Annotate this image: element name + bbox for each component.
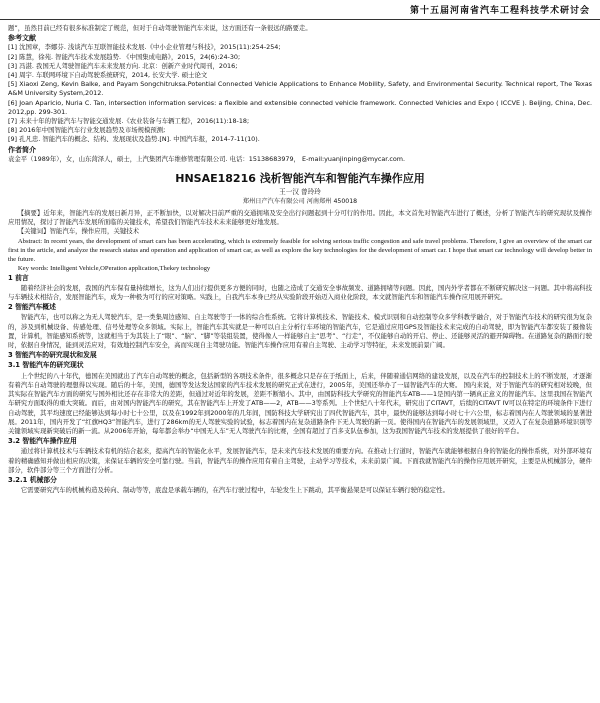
section-paragraph: 上个世纪的八十年代，德国在美国就出了汽车自动驾驶的概念，包括新型的各项技术条件，很多概念只是存在于纸面上，后来，伴随着通信网络的建设发展，以及在汽车的控制技术上的不断发展，才逐渐有着汽车自动驾驶的理想得以实现。随后的十年，美国，德国等发达发达国家的汽车技术发展的研究正式在进行，2005年，美国还举办了一届智能汽车的大赛。 国内来说，对于智能汽车的研究相对较晚，但其实际在智能汽车方面的研究与国外相比还存在非常大的差距，但通过对近年的发展，差距不断缩小。其中，由国防科技大学研究的智能汽车ATB——1是国内第一辆真正意义的智能汽车。这里我国在智能汽车研究方面取得的重大突破。而后，由对国内智能汽车的研究，其在智能汽车上开发了ATB——2，ATB——3等系列。上个世纪八十年代末，研究出了CITAVT，后续的CITAVT IV可以在特定的环境条件下进行自动驾驶，其平均速度已经能够达到每小时七十公里，以及在1992年到2000年的几年间，国防科技大学研究出了四代智能汽车，其中，最快的能够达到每小时七十六公里，标志着国内在人驾驶领域的显著进展。2011年，国内开发了“红旗HQ3”智能汽车，进行了286km的无人驾驶实验的试验，标志着国内在复杂道路条件下无人驾驶的新一页。使得国内在智能汽车的发展领域里，又迈入了在复杂道路环境识别等关键领域实现新突破后的新一流。从2006年开始，每年都会举办“中国无人车”无人驾驶汽车的比赛，全国有超过了百多支队伍参加，这为我国智能汽车技术的发展提供了很好的平台。	[8, 371, 592, 435]
reference-item: [9] 孔凡忠. 智能汽车的概念、结构、发展现状及趋势.[N]. 中国汽车报，2014-7-11(10).	[8, 135, 260, 144]
article-authors: 王一汉 曾玲玲	[279, 188, 321, 197]
page-content	[8, 24, 592, 495]
journal-title: 第十五届河南省汽车工程科技学术研讨会	[409, 6, 590, 16]
prev-article-closing: 题”，虽然目前已经有很多标准制定了规范，但对于自动驾驶智能汽车来说，这方面还有一条很远的路要走。	[8, 24, 312, 32]
reference-item: [3] 冯湛. 我国无人驾驶智能汽车未来发展方向. 北京：创新产业时代周刊，2016;	[8, 61, 238, 70]
section-heading: 3 智能汽车的研究现状和发展	[8, 351, 97, 360]
section-heading: 2 智能汽车概述	[8, 303, 56, 312]
journal-header	[0, 0, 600, 20]
keywords-cn: 【关键词】智能汽车，操作应用，关键技术	[17, 227, 140, 236]
reference-item: [8] 2016年中国智能汽车行业发展趋势及市场规模预测;	[8, 126, 166, 135]
article-title: HNSAE18216 浅析智能汽车和智能汽车操作应用	[175, 172, 425, 186]
section-paragraph: 通过将计算机技术与车辆技术有机的结合起来，提高汽车的智能化水平，发展智能汽车，是未来汽车技术发展的重要方向。在推动上行道时，智能汽车就能够根据自身的智能化的操作系统，对外部环境有着的精确感知并做出相应的决策，来保证车辆的安全可靠行驶。当前，智能汽车的操作应用有着自主驾驶，主动学习等技术，未来前景广阔。下面我就智能汽车的操作应用展开研究，主要是从机械部分，硬件部分，软件部分等三个方面进行分析。	[8, 447, 592, 474]
references-heading: 参考文献	[8, 34, 36, 43]
section-paragraph: 随着经济社会的发展，我国的汽车保有量持续增长，这为人们出行提供更多方便的同时，也随之造成了交通安全事故频发、道路拥堵等问题。因此，国内外学者都在不断研究解决这一问题。其中将高科技与车辆技术相结合，发展智能汽车，成为一种极为可行的应对策略。实践上，自我汽车本身已经从实验阶段开始迈入商业化阶段，本文就智能汽车和智能汽车操作应用展开研究。	[8, 283, 592, 302]
keywords-en: Key words: Intelligent Vehicle,OPeration application,Thekey technology	[17, 264, 211, 272]
section-heading: 1 前言	[8, 273, 29, 282]
reference-item: [2] 陈慧，徐苑. 智能汽车技术发展趋势. 《中国集成电路》，2015，24(6):24-30;	[8, 52, 241, 61]
reference-item: [7] 未来十年的智能汽车与智能交通发展.《农业装备与车辆工程》，2016(11):18-18;	[8, 117, 250, 126]
abstract-en: Abstract: In recent years, the development of smart cars has been accelerating, which is extremely feasible for solving serious traffic congestion and safe travel problems. Therefore, I give an overview of the smart car first in the article, and analyze the research status and operation and application of smart car, as well as explore the key technologies for the development of smart car. I hope that smart car technology will develop better in the future.	[8, 237, 592, 263]
reference-item: [4] 周宇. 车联网环境下自动驾驶系统研究，2014, 长安大学. 硕士论文	[8, 71, 208, 80]
reference-item: [1] 沈国章，李娜芬. 浅谈汽车互联智能技术发展.《中小企业管理与科技》，2015(11):254-254;	[8, 43, 281, 52]
abstract-cn: 【摘要】近年来，智能汽车的发展日新月异，正不断加快，以对解决目前严重的交通拥堵及安全出行问题起到十分可行的作用。因此，本文首先对智能汽车进行了概述，分析了智能汽车的研究现状及操作应用情况，探讨了智能汽车发展所面临的关键技术，希望我们智能汽车技术未来能够更好地发展。	[8, 209, 592, 227]
section-paragraph: 智能汽车，也可以称之为无人驾驶汽车，是一类集周边感知、自主驾驶等于一体的综合性系统。它将计算机技术、智能技术、模式识别和自动控制等众多学科教学融合，对于智能汽车技术的研究很为复杂的，涉及到机械设备、传感处理、信号处理等众多领域。实际上，智能汽车其实就是一种可以自主分析行车环境的智能汽车，它是通过应用GPS及智能技术来完成的自动驾驶，即为智能汽车都安装了摄像装置，计算机，智能感知系统等，这就相当于为其装上了“眼”、“脑”、“脚”等装组装置，使得像人一样能够自主“思考”、“行走”，不仅能够自动的开启、停止、还能够灵活的避开障碍物。在道路复杂的路面行驶时，依据自身情况，能到灵活应对，有效地控制汽车安全，高而实现自主驾驶功能。智能汽车操作应用有着自主驾驶、主动学习等特征，未来发展前景广阔。	[8, 313, 592, 350]
section-paragraph: 它需要研究汽车的机械构造及转向、制动等等，底盘是承载车辆的，在汽车行驶过程中，车轮发生上下跳动，其平衡悬架是可以保证车辆行驶的稳定性。	[20, 486, 449, 495]
reference-item: [6] Joan Aparicio, Nuria C. Tan, intersection information services: a flexible and extensible connected vehicle framework. Connected Vehicles and Expo ( ICCVE ). Beijing, China, Dec. 2012,pp. 299-301.	[8, 98, 592, 116]
article-affiliation: 郑州日产汽车有限公司 河南郑州 450018	[242, 198, 358, 206]
section-heading: 3.2.1 机械部分	[8, 475, 57, 484]
section-heading: 3.2 智能汽车操作应用	[8, 437, 77, 446]
reference-list	[8, 43, 592, 144]
author-intro-heading: 作者简介	[8, 145, 36, 154]
author-intro: 袁金平（1989年），女，山东菏泽人，硕士，上汽集团汽车维修管理有限公司. 电话：15138683979， E-mail:yuanjinping@mycar.com.	[8, 154, 406, 163]
section-heading: 3.1 智能汽车的研究现状	[8, 361, 84, 370]
reference-item: [5] Xiaoxi Zeng, Kevin Balke, and Payam Songchitruksa.Potential Connected Vehicle Applications to Enhance Mobility, Safety, and Environmental Security. Technical report, The Texas A&M University System,2012.	[8, 80, 592, 98]
